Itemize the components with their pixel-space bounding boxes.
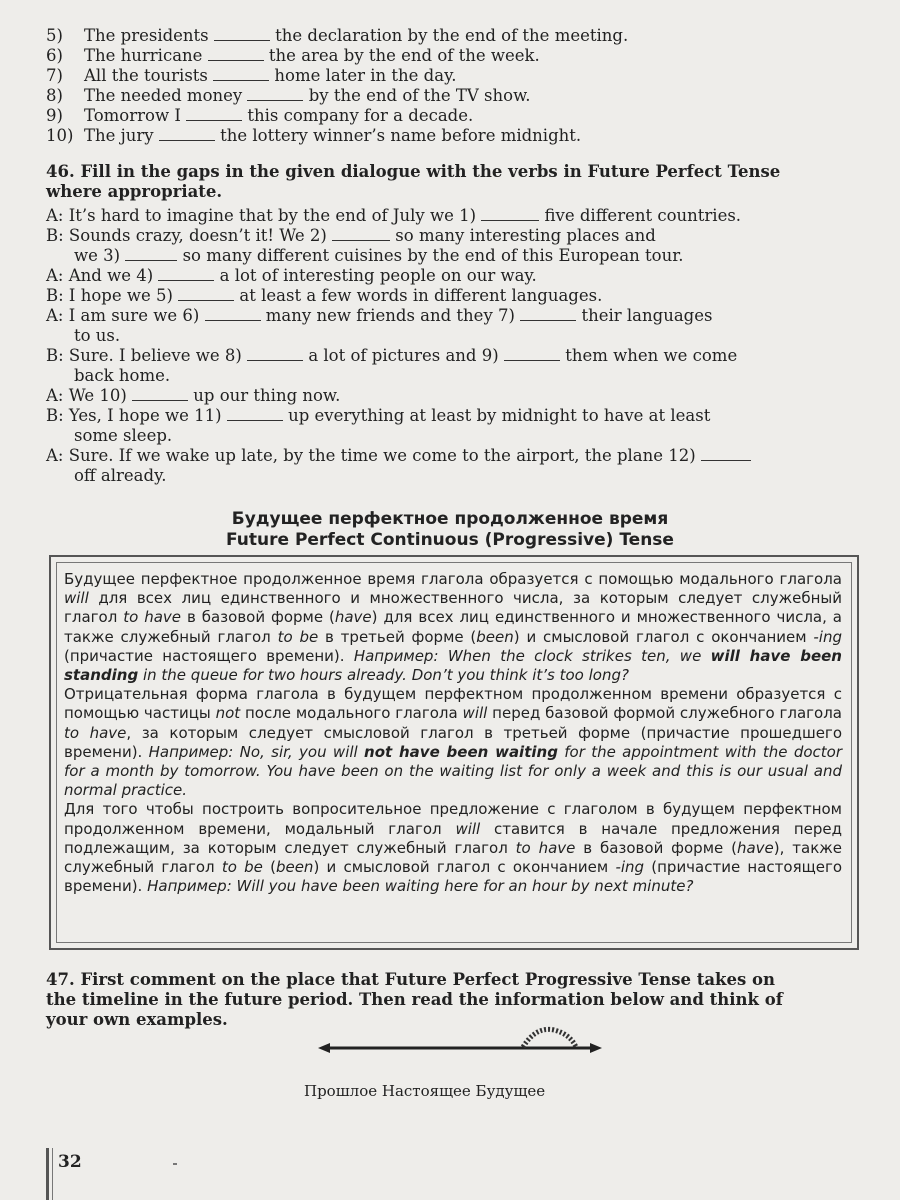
- term: to have: [123, 608, 182, 627]
- example: Например: Will you have been waiting here for an hour by next minute?: [147, 877, 694, 896]
- item-number: 5): [46, 26, 63, 45]
- sentence-text: The hurricane: [84, 46, 203, 65]
- sentence-9: [46, 106, 473, 126]
- theory-paragraph-3: [64, 800, 842, 896]
- dialogue-line: [46, 286, 851, 306]
- term: not: [215, 704, 241, 723]
- sentence-6: [46, 46, 540, 66]
- theory-title-en: Future Perfect Continuous (Progressive) Tense: [226, 530, 674, 550]
- example: Например: When the clock strikes ten, we: [353, 646, 711, 665]
- page-margin-bar-thin: [52, 1148, 53, 1200]
- dialogue-line: [46, 386, 851, 406]
- page-number: 32: [58, 1152, 82, 1172]
- dialogue-text: A: Sure. If we wake up late, by the time we come to the airport, the plane 12): [46, 446, 696, 465]
- heading-line: the timeline in the future period. Then read the information below and think of: [46, 990, 783, 1009]
- text: Отрицательная форма глагола в будущем перфектном продолженном времени образуется с помощью частицы: [64, 685, 842, 723]
- dialogue-text: B: Yes, I hope we 11): [46, 406, 222, 425]
- theory-title-ru: Будущее перфектное продолженное время: [231, 509, 669, 529]
- term: will: [462, 704, 488, 723]
- item-number: 9): [46, 106, 63, 125]
- sentence-text: the lottery winner’s name before midnight.: [220, 126, 582, 145]
- item-number: 8): [46, 86, 63, 105]
- text: , за которым следует смысловой глагол в третьей форме (причастие прошедшего времени).: [64, 723, 842, 761]
- dialogue-text: A: It’s hard to imagine that by the end of July we 1): [46, 206, 477, 225]
- answer-gap-4[interactable]: [158, 266, 214, 281]
- dialogue-text: up our thing now.: [193, 386, 341, 405]
- sentence-text: this company for a decade.: [247, 106, 474, 125]
- dialogue-text: their languages: [581, 306, 713, 325]
- example-emphasis: will have been standing: [64, 646, 842, 685]
- dialogue-text: a lot of pictures and 9): [308, 346, 499, 365]
- answer-gap-2[interactable]: [332, 226, 390, 241]
- item-number: 10): [46, 126, 74, 145]
- dialogue-line: [46, 306, 851, 326]
- example: Например: No, sir, you will: [148, 742, 365, 761]
- answer-gap[interactable]: [208, 46, 264, 61]
- sentence-text: The jury: [84, 126, 154, 145]
- dialogue-line: to us.: [74, 326, 121, 345]
- heading-line: 47. First comment on the place that Future Perfect Progressive Tense takes on: [46, 970, 776, 989]
- term: to have: [515, 838, 576, 857]
- text: Для того чтобы построить вопросительное предложение с глаголом в будущем перфектном продолженном времени, модальный глагол: [64, 800, 842, 838]
- dialogue-text: five different countries.: [544, 206, 742, 225]
- text: ) и смысловой глагол с окончанием: [313, 858, 616, 877]
- dialogue-text: at least a few words in different languages.: [239, 286, 603, 305]
- sentence-text: by the end of the TV show.: [308, 86, 531, 105]
- dialogue-text: A: I am sure we 6): [46, 306, 200, 325]
- answer-gap-9[interactable]: [504, 346, 560, 361]
- future-arc-icon: [523, 1029, 576, 1047]
- dialogue-line: some sleep.: [74, 426, 173, 445]
- dialogue-line: back home.: [74, 366, 171, 385]
- answer-gap-11[interactable]: [227, 406, 283, 421]
- text: ) для всех лиц единственного и множественного числа, а также служебный глагол: [64, 608, 842, 646]
- answer-gap-10[interactable]: [132, 386, 188, 401]
- answer-gap-6[interactable]: [205, 306, 261, 321]
- dialogue-text: so many different cuisines by the end of this European tour.: [182, 246, 684, 265]
- term: have: [334, 608, 372, 627]
- answer-gap-8[interactable]: [247, 346, 303, 361]
- dialogue-line: [46, 446, 851, 466]
- dialogue-text: so many interesting places and: [395, 226, 656, 245]
- heading-line: where appropriate.: [46, 182, 223, 201]
- text: в базовой форме (: [575, 838, 737, 857]
- answer-gap[interactable]: [247, 86, 303, 101]
- sentence-10: [46, 126, 581, 146]
- term: -ing: [615, 858, 645, 877]
- dialogue-line: off already.: [74, 466, 167, 485]
- theory-paragraph-1: [64, 570, 842, 685]
- timeline-diagram: [318, 1018, 602, 1058]
- text: ) и смысловой глагол с окончанием: [513, 627, 814, 646]
- sentence-text: the area by the end of the week.: [268, 46, 540, 65]
- dialogue-line: [46, 266, 851, 286]
- text: Будущее перфектное продолженное время глагола образуется с помощью модального глагола: [64, 570, 842, 588]
- dialogue-line: [46, 406, 851, 426]
- dialogue-text: A: And we 4): [46, 266, 154, 285]
- sentence-8: [46, 86, 531, 106]
- dialogue-text: them when we come: [565, 346, 738, 365]
- term: been: [275, 858, 314, 877]
- exercise-46-heading: [46, 162, 780, 202]
- dialogue-text: A: We 10): [46, 386, 127, 405]
- answer-gap-3[interactable]: [125, 246, 177, 261]
- term: will: [64, 589, 89, 608]
- dialogue-text: we 3): [74, 246, 121, 265]
- timeline-right-arrow: [590, 1043, 602, 1053]
- sentence-text: Tomorrow I: [84, 106, 181, 125]
- sentence-text: The needed money: [84, 86, 243, 105]
- dialogue: [46, 206, 851, 486]
- term: have: [736, 838, 774, 857]
- text: ставится в начале предложения перед подлежащим, за которым следует служебный глагол: [64, 819, 842, 857]
- item-number: 6): [46, 46, 63, 65]
- term: to be: [221, 858, 263, 877]
- sentence-text: home later in the day.: [274, 66, 457, 85]
- text: для всех лиц единственного и множественного числа, за которым следует служебный глагол: [64, 589, 842, 627]
- text: после модального глагола: [240, 704, 463, 723]
- answer-gap-5[interactable]: [178, 286, 234, 301]
- example-emphasis: not have been waiting: [364, 742, 558, 761]
- answer-gap[interactable]: [159, 126, 215, 141]
- heading-line: your own examples.: [46, 1010, 228, 1029]
- dialogue-text: many new friends and they 7): [265, 306, 515, 325]
- example: for the appointment with the doctor for a month by tomorrow. You have been on the waiting list for only a week and this is our usual and normal practice.: [64, 742, 842, 800]
- text: (причастие настоящего времени).: [64, 646, 354, 665]
- theory-box: [49, 555, 859, 950]
- example: in the queue for two hours already. Don’t you think it’s too long?: [138, 666, 629, 685]
- answer-gap-12[interactable]: [701, 446, 751, 461]
- timeline-left-arrow: [318, 1043, 330, 1053]
- text: ), также служебный глагол: [64, 838, 842, 877]
- item-number: 7): [46, 66, 63, 85]
- dialogue-text: B: Sure. I believe we 8): [46, 346, 242, 365]
- sentence-5: [46, 26, 628, 46]
- sentence-text: the declaration by the end of the meeting.: [275, 26, 629, 45]
- sentence-text: The presidents: [84, 26, 209, 45]
- dialogue-text: B: I hope we 5): [46, 286, 173, 305]
- theory-text: [64, 570, 842, 896]
- dialogue-text: up everything at least by midnight to have at least: [288, 406, 711, 425]
- timeline-label: Прошлое Настоящее Будущее: [304, 1082, 546, 1100]
- sentence-7: [46, 66, 456, 86]
- text: в базовой форме (: [181, 608, 335, 627]
- text: (причастие настоящего времени).: [64, 858, 843, 896]
- dialogue-line: [46, 246, 851, 266]
- dialogue-line: [46, 226, 851, 246]
- term: been: [476, 627, 514, 646]
- answer-gap[interactable]: [186, 106, 242, 121]
- dialogue-text: B: Sounds crazy, doesn’t it! We 2): [46, 226, 327, 245]
- term: will: [455, 819, 481, 838]
- text: перед базовой формой служебного глагола: [487, 704, 842, 723]
- text: (: [262, 858, 276, 877]
- page-margin-bar: [46, 1148, 49, 1200]
- theory-paragraph-2: [64, 685, 842, 800]
- dialogue-line: [46, 206, 851, 226]
- answer-gap[interactable]: [213, 66, 269, 81]
- answer-gap-7[interactable]: [520, 306, 576, 321]
- answer-gap[interactable]: [214, 26, 270, 41]
- sentence-text: All the tourists: [84, 66, 208, 85]
- dialogue-text: a lot of interesting people on our way.: [219, 266, 537, 285]
- heading-line: 46. Fill in the gaps in the given dialogue with the verbs in Future Perfect Tense: [46, 162, 781, 181]
- term: to have: [64, 723, 127, 742]
- term: -ing: [813, 627, 842, 646]
- dialogue-line: [46, 346, 851, 366]
- answer-gap-1[interactable]: [481, 206, 539, 221]
- text: в третьей форме (: [318, 627, 477, 646]
- stray-mark: [173, 1163, 177, 1165]
- term: to be: [277, 627, 319, 646]
